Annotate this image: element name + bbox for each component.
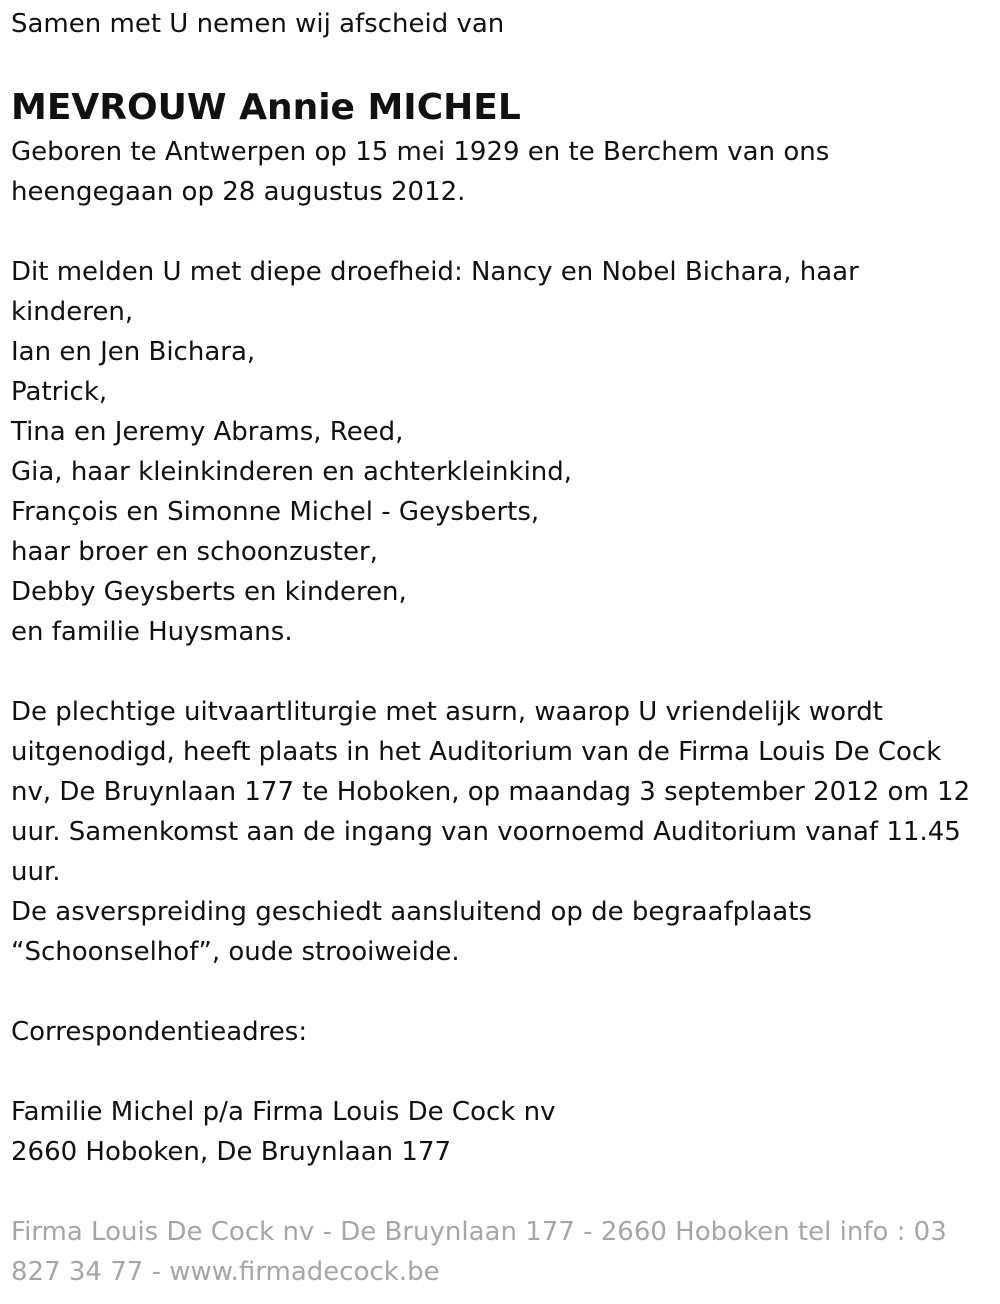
ceremony-line-6: De asverspreiding geschiedt aansluitend op de begraafplaats bbox=[11, 897, 812, 927]
family-line-10: en familie Huysmans. bbox=[11, 617, 293, 647]
family-line-8: haar broer en schoonzuster, bbox=[11, 537, 378, 567]
address-line-2: 2660 Hoboken, De Bruynlaan 177 bbox=[11, 1137, 452, 1167]
intro-text: Samen met U nemen wij afscheid van bbox=[11, 9, 505, 39]
ceremony-line-2: uitgenodigd, heeft plaats in het Auditorium van de Firma Louis De Cock bbox=[11, 737, 942, 767]
ceremony-line-7: “Schoonselhof”, oude strooiweide. bbox=[11, 937, 460, 967]
spacer bbox=[11, 652, 988, 692]
family-line-9: Debby Geysberts en kinderen, bbox=[11, 577, 407, 607]
ceremony-line-5: uur. bbox=[11, 857, 61, 887]
spacer bbox=[11, 1052, 988, 1092]
family-line-2: kinderen, bbox=[11, 297, 134, 327]
address-line-1: Familie Michel p/a Firma Louis De Cock nv bbox=[11, 1097, 556, 1127]
deceased-name-heading: MEVROUW Annie MICHEL bbox=[11, 87, 521, 128]
family-line-5: Tina en Jeremy Abrams, Reed, bbox=[11, 417, 404, 447]
family-line-6: Gia, haar kleinkinderen en achterkleinkind, bbox=[11, 457, 573, 487]
birth-death-paragraph bbox=[11, 132, 988, 212]
ceremony-line-1: De plechtige uitvaartliturgie met asurn, waarop U vriendelijk wordt bbox=[11, 697, 883, 727]
ceremony-line-3: nv, De Bruynlaan 177 te Hoboken, op maandag 3 september 2012 om 12 bbox=[11, 777, 971, 807]
address-paragraph bbox=[11, 1092, 988, 1172]
birth-line-1: Geboren te Antwerpen op 15 mei 1929 en te Berchem van ons bbox=[11, 137, 830, 167]
ceremony-paragraph bbox=[11, 692, 988, 972]
correspondence-label: Correspondentieadres: bbox=[11, 1017, 308, 1047]
footer-line-2: 827 34 77 - www.firmadecock.be bbox=[11, 1257, 440, 1287]
family-line-7: François en Simonne Michel - Geysberts, bbox=[11, 497, 540, 527]
ceremony-line-4: uur. Samenkomst aan de ingang van voornoemd Auditorium vanaf 11.45 bbox=[11, 817, 961, 847]
birth-line-2: heengegaan op 28 augustus 2012. bbox=[11, 177, 466, 207]
family-line-4: Patrick, bbox=[11, 377, 108, 407]
spacer bbox=[11, 1172, 988, 1212]
funeral-home-footer bbox=[11, 1212, 988, 1292]
family-paragraph bbox=[11, 252, 988, 652]
footer-line-1: Firma Louis De Cock nv - De Bruynlaan 177 - 2660 Hoboken tel info : 03 bbox=[11, 1217, 947, 1247]
spacer bbox=[11, 212, 988, 252]
spacer bbox=[11, 972, 988, 1012]
family-line-3: Ian en Jen Bichara, bbox=[11, 337, 256, 367]
family-line-1: Dit melden U met diepe droefheid: Nancy en Nobel Bichara, haar bbox=[11, 257, 859, 287]
